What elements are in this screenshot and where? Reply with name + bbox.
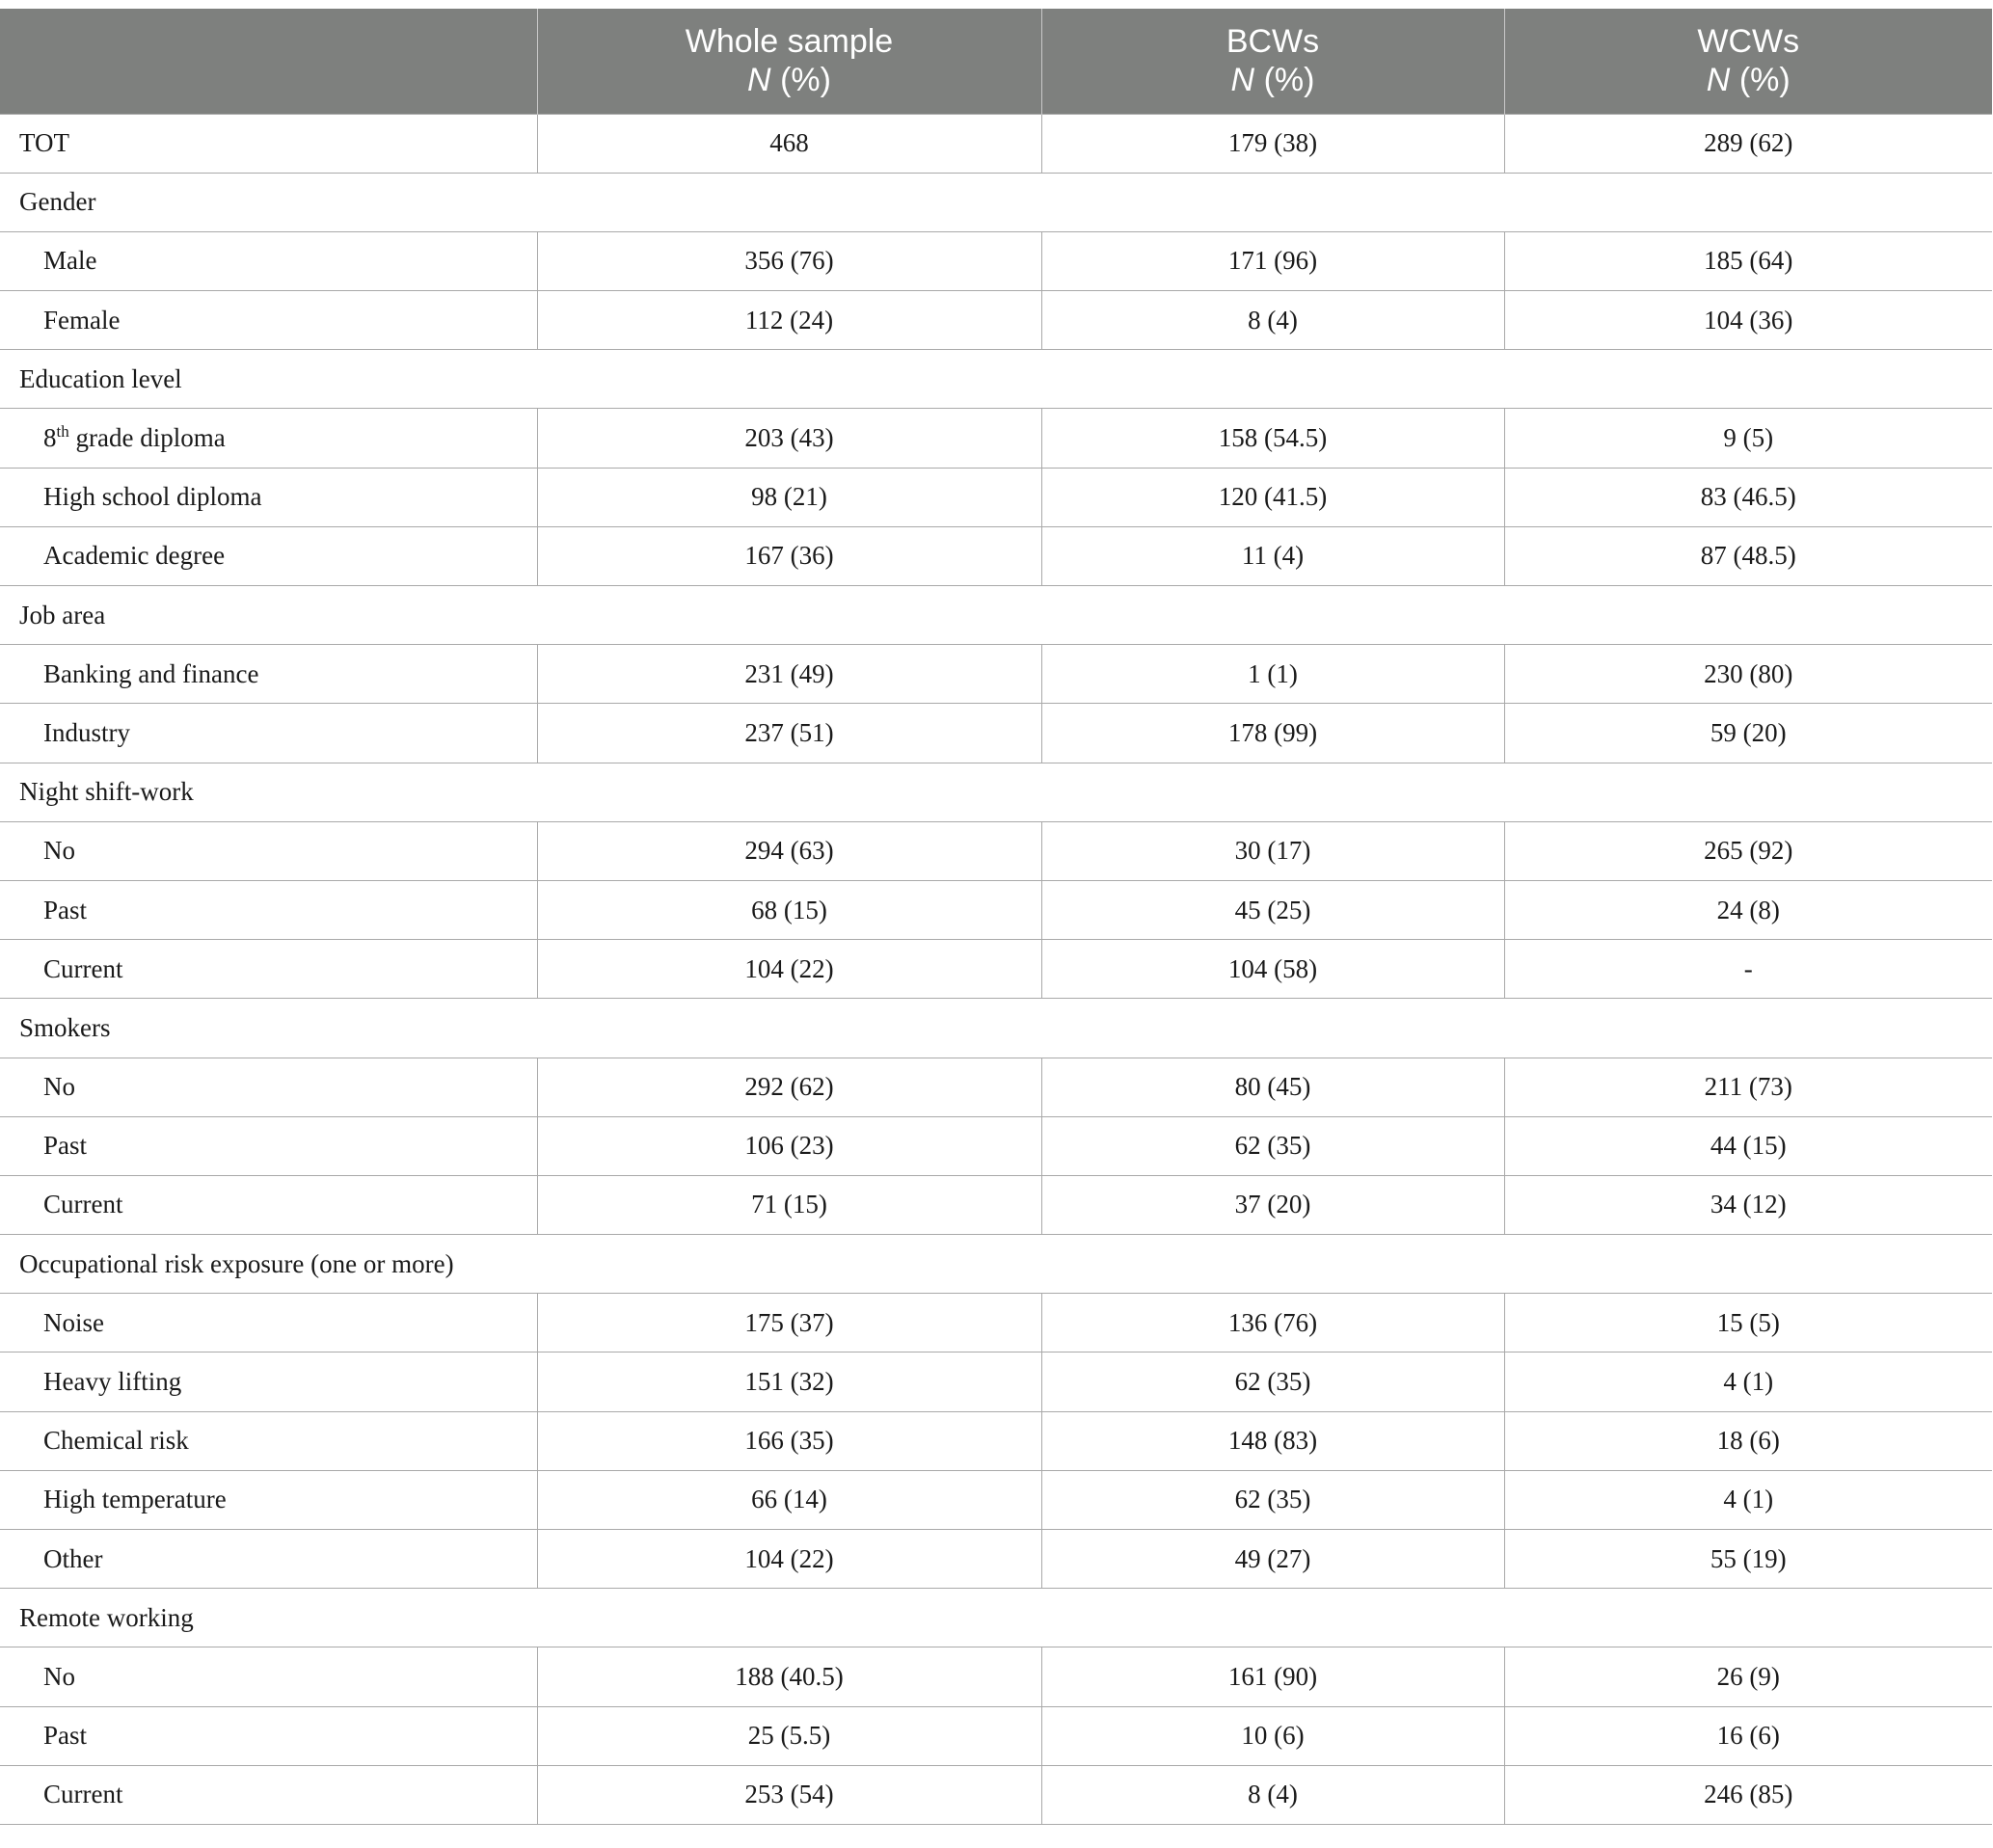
wcws-value: 26 (9) xyxy=(1504,1647,1992,1706)
row-label: No xyxy=(0,821,537,880)
bcws-value: 80 (45) xyxy=(1041,1058,1504,1116)
table-row xyxy=(0,1765,1992,1824)
table-row xyxy=(0,1470,1992,1529)
row-label: Current xyxy=(0,1765,537,1824)
wcws-value: 87 (48.5) xyxy=(1504,526,1992,585)
category-row xyxy=(0,1589,1992,1647)
header-whole-sample xyxy=(537,9,1041,114)
whole-sample-value: 98 (21) xyxy=(537,468,1041,526)
bcws-value: 158 (54.5) xyxy=(1041,409,1504,468)
row-label-superscript: th xyxy=(56,422,69,442)
category-row xyxy=(0,586,1992,645)
whole-sample-value: 237 (51) xyxy=(537,704,1041,763)
row-label: High temperature xyxy=(0,1470,537,1529)
whole-sample-value: 292 (62) xyxy=(537,1058,1041,1116)
header-bcws-subtitle xyxy=(1042,61,1504,99)
pct-label: (%) xyxy=(1263,62,1315,99)
whole-sample-value: 166 (35) xyxy=(537,1411,1041,1470)
row-label: Current xyxy=(0,1175,537,1234)
bcws-value: 104 (58) xyxy=(1041,940,1504,999)
wcws-value: - xyxy=(1504,940,1992,999)
wcws-value: 185 (64) xyxy=(1504,231,1992,290)
bcws-value: 11 (4) xyxy=(1041,526,1504,585)
bcws-value: 148 (83) xyxy=(1041,1411,1504,1470)
row-label-text: grade diploma xyxy=(68,423,226,453)
wcws-value: 55 (19) xyxy=(1504,1530,1992,1589)
wcws-value: 83 (46.5) xyxy=(1504,468,1992,526)
whole-sample-value: 231 (49) xyxy=(537,645,1041,704)
category-label: Smokers xyxy=(0,999,1992,1058)
header-empty-cell xyxy=(0,9,537,114)
wcws-value: 4 (1) xyxy=(1504,1353,1992,1411)
wcws-value: 104 (36) xyxy=(1504,291,1992,350)
category-row xyxy=(0,1235,1992,1294)
row-label: Past xyxy=(0,880,537,939)
header-wcws xyxy=(1504,9,1992,114)
row-label: Banking and finance xyxy=(0,645,537,704)
whole-sample-value: 294 (63) xyxy=(537,821,1041,880)
wcws-value: 15 (5) xyxy=(1504,1294,1992,1353)
wcws-value: 4 (1) xyxy=(1504,1470,1992,1529)
whole-sample-value: 71 (15) xyxy=(537,1175,1041,1234)
wcws-value: 9 (5) xyxy=(1504,409,1992,468)
bcws-value: 62 (35) xyxy=(1041,1353,1504,1411)
bcws-value: 10 (6) xyxy=(1041,1706,1504,1765)
row-label: No xyxy=(0,1647,537,1706)
bcws-value: 37 (20) xyxy=(1041,1175,1504,1234)
wcws-value: 211 (73) xyxy=(1504,1058,1992,1116)
wcws-value: 265 (92) xyxy=(1504,821,1992,880)
table-row xyxy=(0,291,1992,350)
bcws-value: 30 (17) xyxy=(1041,821,1504,880)
whole-sample-value: 112 (24) xyxy=(537,291,1041,350)
header-wcws-title: WCWs xyxy=(1697,23,1800,61)
category-row xyxy=(0,999,1992,1058)
table-row xyxy=(0,821,1992,880)
demographics-table xyxy=(0,9,1992,1825)
row-label: Chemical risk xyxy=(0,1411,537,1470)
bcws-value: 161 (90) xyxy=(1041,1647,1504,1706)
category-label: Night shift-work xyxy=(0,763,1992,821)
bcws-value: 62 (35) xyxy=(1041,1116,1504,1175)
table-body xyxy=(0,114,1992,1824)
table-row xyxy=(0,1647,1992,1706)
wcws-value: 18 (6) xyxy=(1504,1411,1992,1470)
n-label: N xyxy=(1230,62,1255,99)
row-label: Academic degree xyxy=(0,526,537,585)
whole-sample-value: 104 (22) xyxy=(537,1530,1041,1589)
header-row xyxy=(0,9,1992,114)
whole-sample-value: 104 (22) xyxy=(537,940,1041,999)
table-row xyxy=(0,1058,1992,1116)
wcws-value: 16 (6) xyxy=(1504,1706,1992,1765)
table-row xyxy=(0,880,1992,939)
category-row xyxy=(0,173,1992,231)
demographics-table-container xyxy=(0,9,1992,1825)
whole-sample-value: 468 xyxy=(537,114,1041,173)
row-label: No xyxy=(0,1058,537,1116)
header-wcws-subtitle xyxy=(1505,61,1993,99)
table-row xyxy=(0,1116,1992,1175)
category-label: Job area xyxy=(0,586,1992,645)
table-row xyxy=(0,645,1992,704)
row-label: High school diploma xyxy=(0,468,537,526)
wcws-value: 59 (20) xyxy=(1504,704,1992,763)
bcws-value: 178 (99) xyxy=(1041,704,1504,763)
bcws-value: 179 (38) xyxy=(1041,114,1504,173)
n-label: N xyxy=(747,62,771,99)
table-row xyxy=(0,940,1992,999)
whole-sample-value: 253 (54) xyxy=(537,1765,1041,1824)
table-row xyxy=(0,409,1992,468)
table-row xyxy=(0,1294,1992,1353)
bcws-value: 45 (25) xyxy=(1041,880,1504,939)
row-label: Past xyxy=(0,1706,537,1765)
table-row xyxy=(0,468,1992,526)
header-whole-sample-title: Whole sample xyxy=(685,23,894,61)
n-label: N xyxy=(1706,62,1731,99)
wcws-value: 230 (80) xyxy=(1504,645,1992,704)
category-label: Occupational risk exposure (one or more) xyxy=(0,1235,1992,1294)
row-label: Other xyxy=(0,1530,537,1589)
whole-sample-value: 66 (14) xyxy=(537,1470,1041,1529)
bcws-value: 171 (96) xyxy=(1041,231,1504,290)
header-bcws xyxy=(1041,9,1504,114)
category-label: Gender xyxy=(0,173,1992,231)
row-label: TOT xyxy=(0,114,537,173)
wcws-value: 289 (62) xyxy=(1504,114,1992,173)
whole-sample-value: 25 (5.5) xyxy=(537,1706,1041,1765)
row-label xyxy=(0,409,537,468)
category-label: Remote working xyxy=(0,1589,1992,1647)
row-label-number: 8 xyxy=(43,423,57,453)
whole-sample-value: 151 (32) xyxy=(537,1353,1041,1411)
wcws-value: 24 (8) xyxy=(1504,880,1992,939)
whole-sample-value: 68 (15) xyxy=(537,880,1041,939)
pct-label: (%) xyxy=(780,62,831,99)
table-row xyxy=(0,704,1992,763)
whole-sample-value: 167 (36) xyxy=(537,526,1041,585)
bcws-value: 62 (35) xyxy=(1041,1470,1504,1529)
category-label: Education level xyxy=(0,350,1992,409)
category-row xyxy=(0,763,1992,821)
table-row xyxy=(0,1175,1992,1234)
whole-sample-value: 106 (23) xyxy=(537,1116,1041,1175)
header-whole-sample-subtitle xyxy=(538,61,1041,99)
whole-sample-value: 203 (43) xyxy=(537,409,1041,468)
table-row xyxy=(0,1353,1992,1411)
bcws-value: 8 (4) xyxy=(1041,291,1504,350)
category-row xyxy=(0,350,1992,409)
wcws-value: 34 (12) xyxy=(1504,1175,1992,1234)
table-row xyxy=(0,1706,1992,1765)
row-label: Heavy lifting xyxy=(0,1353,537,1411)
header-bcws-title: BCWs xyxy=(1225,23,1320,61)
table-row xyxy=(0,231,1992,290)
row-label: Past xyxy=(0,1116,537,1175)
pct-label: (%) xyxy=(1738,62,1791,99)
row-label: Current xyxy=(0,940,537,999)
bcws-value: 8 (4) xyxy=(1041,1765,1504,1824)
table-row xyxy=(0,1530,1992,1589)
bcws-value: 49 (27) xyxy=(1041,1530,1504,1589)
wcws-value: 246 (85) xyxy=(1504,1765,1992,1824)
bcws-value: 1 (1) xyxy=(1041,645,1504,704)
table-row xyxy=(0,526,1992,585)
bcws-value: 120 (41.5) xyxy=(1041,468,1504,526)
total-row xyxy=(0,114,1992,173)
whole-sample-value: 356 (76) xyxy=(537,231,1041,290)
bcws-value: 136 (76) xyxy=(1041,1294,1504,1353)
table-header xyxy=(0,9,1992,114)
whole-sample-value: 188 (40.5) xyxy=(537,1647,1041,1706)
row-label: Male xyxy=(0,231,537,290)
whole-sample-value: 175 (37) xyxy=(537,1294,1041,1353)
table-row xyxy=(0,1411,1992,1470)
row-label: Industry xyxy=(0,704,537,763)
wcws-value: 44 (15) xyxy=(1504,1116,1992,1175)
row-label: Noise xyxy=(0,1294,537,1353)
row-label: Female xyxy=(0,291,537,350)
